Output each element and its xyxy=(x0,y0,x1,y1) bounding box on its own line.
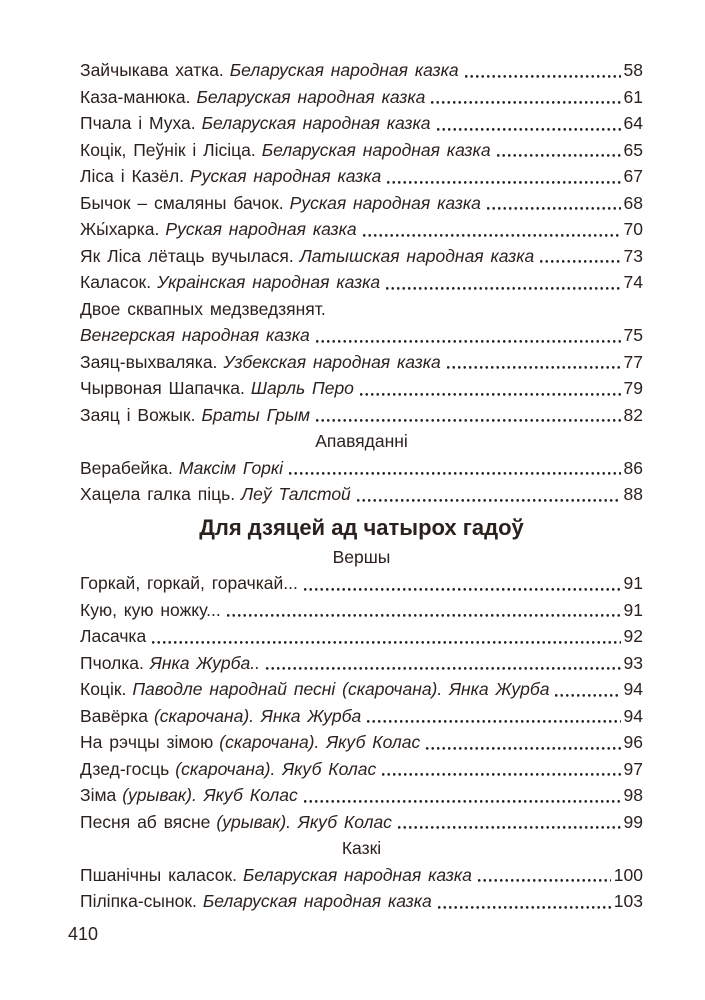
toc-entry xyxy=(80,703,643,730)
toc-entry xyxy=(80,57,643,84)
dot-leader xyxy=(367,720,620,723)
entry-source: Руская народная казка xyxy=(165,219,357,239)
entry-page: 96 xyxy=(623,732,643,752)
entry-title: Кую, кую ножку... xyxy=(80,599,221,620)
entry-title: Жы́харка. xyxy=(80,219,160,239)
section-heading-poems: Вершы xyxy=(332,546,391,567)
entry-source: (урывак). Якуб Колас xyxy=(122,785,298,805)
toc-entry xyxy=(80,375,643,402)
entry-page: 68 xyxy=(623,192,643,213)
toc-entry xyxy=(80,650,643,677)
entry-title: Пчала і Муха. xyxy=(80,113,196,133)
entry-page: 94 xyxy=(623,679,643,699)
entry-title: Бычок – смаляны бачок. xyxy=(80,192,284,213)
entry-title: Зіма xyxy=(80,785,117,805)
entry-source: Беларуская народная казка xyxy=(229,60,459,80)
entry-source: Руская народная казка xyxy=(190,166,382,186)
dot-leader xyxy=(304,588,621,591)
toc-entry xyxy=(80,137,643,164)
entry-page: 94 xyxy=(623,705,643,726)
entry-page: 99 xyxy=(623,811,643,832)
dot-leader xyxy=(447,366,621,369)
entry-page: 100 xyxy=(613,864,643,885)
entry-page: 97 xyxy=(623,758,643,779)
entry-source: Беларуская народная казка xyxy=(202,891,432,911)
entry-title: Горкай, горкай, горачкай... xyxy=(80,573,298,593)
toc-entry xyxy=(80,809,643,836)
entry-page: 82 xyxy=(623,404,643,425)
entry-source: Максім Горкі xyxy=(178,457,284,478)
toc-entry xyxy=(80,322,643,349)
dot-leader xyxy=(386,287,620,290)
entry-title: На рэчцы зімою xyxy=(80,732,214,752)
entry-source: Беларуская народная казка xyxy=(201,113,431,133)
entry-title: Заяц-выхваляка. xyxy=(80,351,218,372)
dot-leader xyxy=(316,419,621,422)
entry-page: 65 xyxy=(623,139,643,160)
dot-leader xyxy=(360,393,621,396)
entry-title: Двое сквапных медзведзянят. xyxy=(80,298,326,319)
entry-source: Леў Талстой xyxy=(241,484,351,504)
dot-leader xyxy=(540,260,620,263)
dot-leader xyxy=(382,773,620,776)
entry-source: Беларуская народная казка xyxy=(196,86,426,107)
toc-entry xyxy=(80,216,643,243)
entry-title: Зайчыкава хатка. xyxy=(80,60,224,80)
entry-page: 73 xyxy=(623,245,643,266)
entry-source: Паводле народнай песні (скарочана). Янка Журба xyxy=(132,679,550,699)
entry-title: Дзед-госць xyxy=(80,758,170,779)
part-heading: Для дзяцей ад чатырох гадоў xyxy=(199,514,524,540)
toc-entry xyxy=(80,597,643,624)
toc-entry xyxy=(80,84,643,111)
entry-source: Венгерская народная казка xyxy=(80,325,310,345)
toc-entry xyxy=(80,269,643,296)
entry-source: Руская народная казка xyxy=(289,192,481,213)
dot-leader xyxy=(465,75,621,78)
dot-leader xyxy=(357,499,621,502)
entry-page: 58 xyxy=(623,60,643,80)
dot-leader xyxy=(289,472,620,475)
entry-source: Браты Грым xyxy=(201,404,310,425)
toc-entry xyxy=(80,570,643,597)
entry-page: 98 xyxy=(623,785,643,805)
section-heading-stories: Апавяданні xyxy=(315,431,408,451)
entry-source: Беларуская народная казка xyxy=(243,864,472,885)
toc-entry xyxy=(80,888,643,915)
entry-page: 64 xyxy=(623,113,643,133)
dot-leader xyxy=(478,879,611,882)
entry-source: Латышская народная казка xyxy=(299,245,535,266)
entry-source: (скарочана). Якуб Колас xyxy=(175,758,377,779)
entry-page: 61 xyxy=(623,86,643,107)
entry-page: 88 xyxy=(623,484,643,504)
entry-title: Пшанічны каласок. xyxy=(80,864,238,885)
dot-leader xyxy=(426,747,620,750)
entry-title: Песня аб вясне xyxy=(80,811,211,832)
entry-page: 91 xyxy=(623,573,643,593)
entry-title: Коцік, Пеўнік і Лісіца. xyxy=(80,139,256,160)
entry-page: 79 xyxy=(623,378,643,398)
entry-source: (урывак). Якуб Колас xyxy=(216,811,392,832)
dot-leader xyxy=(497,154,621,157)
entry-title: Чырвоная Шапачка. xyxy=(80,378,245,398)
entry-title: Коцік. xyxy=(80,679,127,699)
entry-page: 91 xyxy=(623,599,643,620)
entry-title: Вавёрка xyxy=(80,705,148,726)
entry-page: 77 xyxy=(623,351,643,372)
toc-entry xyxy=(80,296,643,323)
toc-entry xyxy=(80,756,643,783)
dot-leader xyxy=(227,614,621,617)
dot-leader xyxy=(152,641,620,644)
entry-title: Піліпка-сынок. xyxy=(80,891,197,911)
entry-page: 67 xyxy=(623,166,643,186)
dot-leader xyxy=(316,340,621,343)
entry-title: Каза-манюка. xyxy=(80,86,191,107)
dot-leader xyxy=(487,207,621,210)
toc-entry xyxy=(80,110,643,137)
entry-page: 74 xyxy=(623,272,643,292)
dot-leader xyxy=(363,234,621,237)
dot-leader xyxy=(304,800,621,803)
entry-source: (скарочана). Янка Журба xyxy=(153,705,362,726)
toc-entry xyxy=(80,455,643,482)
dot-leader xyxy=(438,906,611,909)
entry-page: 70 xyxy=(623,219,643,239)
dot-leader xyxy=(398,826,621,829)
dot-leader xyxy=(431,101,620,104)
entry-source: Беларуская народная казка xyxy=(261,139,491,160)
page-number: 410 xyxy=(68,923,99,944)
dot-leader xyxy=(387,181,620,184)
entry-source: Шарль Перо xyxy=(250,378,354,398)
toc-entry xyxy=(80,676,643,703)
entry-title: Як Ліса лётаць вучылася. xyxy=(80,245,294,266)
entry-source: Узбекская народная казка xyxy=(223,351,441,372)
entry-source: Янка Журба.. xyxy=(149,652,260,673)
entry-page: 75 xyxy=(623,325,643,345)
toc-entry xyxy=(80,782,643,809)
toc-entry xyxy=(80,190,643,217)
section-heading-tales: Казкі xyxy=(341,838,382,858)
toc-entry xyxy=(80,163,643,190)
entry-page: 92 xyxy=(623,626,643,646)
entry-title: Ласачка xyxy=(80,626,147,646)
toc-entry xyxy=(80,402,643,429)
toc-entry xyxy=(80,349,643,376)
entry-title: Верабейка. xyxy=(80,457,173,478)
entry-source: Украінская народная казка xyxy=(157,272,381,292)
entry-source: (скарочана). Якуб Колас xyxy=(219,732,421,752)
dot-leader xyxy=(555,694,620,697)
toc-entry xyxy=(80,623,643,650)
toc-entry xyxy=(80,862,643,889)
entry-page: 93 xyxy=(623,652,643,673)
dot-leader xyxy=(266,667,621,670)
toc-entry xyxy=(80,729,643,756)
toc-entry xyxy=(80,481,643,508)
entry-title: Каласок. xyxy=(80,272,152,292)
dot-leader xyxy=(437,128,621,131)
entry-page: 86 xyxy=(623,457,643,478)
entry-title: Пчолка. xyxy=(80,652,144,673)
entry-title: Заяц і Вожык. xyxy=(80,404,196,425)
entry-title: Хацела галка піць. xyxy=(80,484,236,504)
toc-entry xyxy=(80,243,643,270)
entry-title: Ліса і Казёл. xyxy=(80,166,185,186)
entry-page: 103 xyxy=(613,891,643,911)
